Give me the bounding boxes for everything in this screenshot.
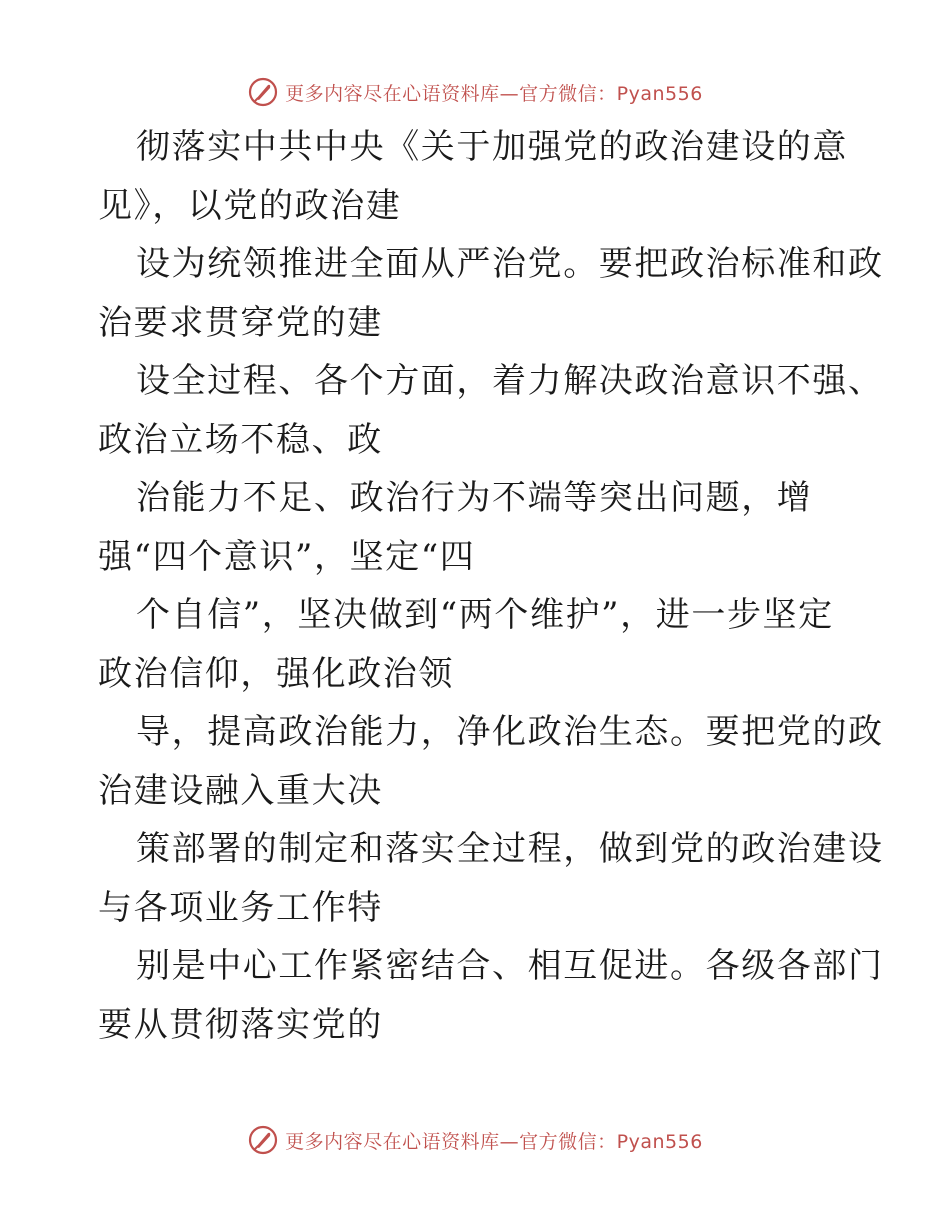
- footer-watermark: [0, 1120, 950, 1160]
- text-line: 见》，以党的政治建: [98, 185, 402, 226]
- text-line: 彻落实中共中央《关于加强党的政治建设的意: [136, 127, 848, 167]
- text-line: 政治立场不稳、政: [98, 419, 383, 460]
- watermark-text: 更多内容尽在心语资料库—官方微信：Pyan556: [285, 1130, 703, 1153]
- text-line: 治能力不足、政治行为不端等突出问题，增: [136, 478, 813, 518]
- text-line: 策部署的制定和落实全过程，做到党的政治建设: [136, 829, 884, 869]
- text-line: 强“四个意识”，坚定“四: [98, 536, 476, 577]
- text-line: 导，提高政治能力，净化政治生态。要把党的政: [136, 712, 884, 752]
- text-line: 治建设融入重大决: [98, 770, 383, 811]
- text-line: 别是中心工作紧密结合、相互促进。各级各部门: [136, 946, 884, 986]
- header-watermark: [0, 72, 950, 112]
- text-line: 政治信仰，强化政治领: [98, 653, 454, 694]
- document-body: [98, 118, 884, 1054]
- quill-logo-icon: [247, 76, 279, 108]
- text-line: 设为统领推进全面从严治党。要把政治标准和政: [136, 244, 884, 284]
- quill-logo-icon: [247, 1124, 279, 1156]
- text-line: 与各项业务工作特: [98, 887, 383, 928]
- watermark-text: 更多内容尽在心语资料库—官方微信：Pyan556: [285, 82, 703, 105]
- text-line: 要从贯彻落实党的: [98, 1004, 383, 1045]
- text-line: 设全过程、各个方面，着力解决政治意识不强、: [136, 361, 884, 401]
- text-line: 个自信”，坚决做到“两个维护”，进一步坚定: [136, 595, 834, 635]
- text-line: 治要求贯穿党的建: [98, 302, 383, 343]
